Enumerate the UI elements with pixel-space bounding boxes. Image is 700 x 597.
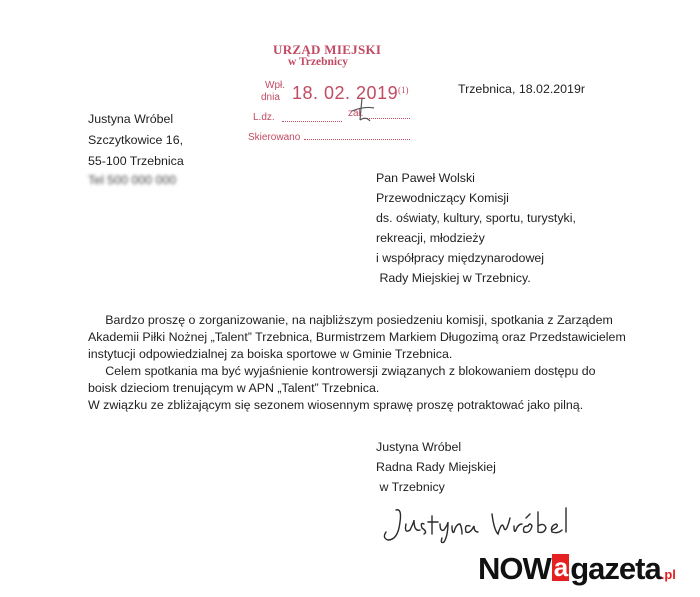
body-line: W związku ze zbliżającym się sezonem wiosennym sprawę proszę potraktować jako pilną. (88, 398, 584, 412)
sender-street: Szczytkowice 16, (88, 133, 184, 147)
logo-part-gazeta: gazeta (570, 551, 661, 586)
handwritten-signature (380, 500, 580, 550)
recipient-line: rekreacji, młodzieży (376, 231, 485, 245)
body-paragraph-1 (88, 312, 626, 363)
closing-role: Radna Rady Miejskiej (376, 460, 496, 474)
body-line: Celem spotkania ma być wyjaśnienie kontrowersji związanych z blokowaniem dostępu do (88, 364, 596, 378)
stamp-ldz-label: L.dz. (253, 112, 275, 123)
recipient-line: Rady Miejskiej w Trzebnicy. (376, 271, 531, 285)
logo-part-pl: .pl (660, 567, 676, 582)
recipient-line: i współpracy międzynarodowej (376, 251, 545, 265)
stamp-zal-label: zał. (348, 108, 364, 119)
recipient-line: ds. oświaty, kultury, sportu, turystyki, (376, 211, 576, 225)
body-line: boisk dzieciom trenującym w APN „Talent” Trzebnica. (88, 381, 380, 395)
stamp-skierowano-label: Skierowano (248, 132, 301, 143)
body-line: instytucji odpowiedzialnej za boiska sportowe w Gminie Trzebnica. (88, 347, 453, 361)
recipient-line: Pan Paweł Wolski (376, 171, 475, 185)
stamp-date: 18. 02. 2019 (292, 83, 399, 103)
sender-phone-redacted: Tel 500 000 000 (88, 173, 177, 187)
body-line: Bardzo proszę o zorganizowanie, na najbliższym posiedzeniu komisji, spotkania z Zarządem (88, 313, 613, 327)
place-date: Trzebnica, 18.02.2019r (458, 82, 585, 96)
stamp-handwritten-mark (240, 36, 410, 146)
logo-part-now: NOW (478, 551, 551, 586)
body-line: Akademii Piłki Nożnej „Talent” Trzebnica, Burmistrzem Markiem Długozimą oraz Przedstawicielem (88, 330, 626, 344)
sender-name: Justyna Wróbel (88, 112, 174, 126)
body-paragraph-3 (88, 397, 588, 414)
stamp-count: (1) (398, 85, 409, 95)
closing-name: Justyna Wróbel (376, 440, 462, 454)
nowagazeta-logo (478, 552, 676, 592)
stamp-dnia-label: dnia (261, 92, 280, 103)
body-paragraph-2 (88, 363, 596, 397)
registry-stamp (240, 36, 410, 146)
stamp-wpl-label: Wpł. (265, 80, 285, 91)
sender-city: 55-100 Trzebnica (88, 154, 184, 168)
stamp-title: URZĄD MIEJSKI (273, 42, 382, 57)
stamp-subtitle: w Trzebnicy (288, 56, 348, 68)
recipient-line: Przewodniczący Komisji (376, 191, 509, 205)
logo-part-a: a (553, 552, 568, 582)
closing-place: w Trzebnicy (376, 480, 445, 494)
